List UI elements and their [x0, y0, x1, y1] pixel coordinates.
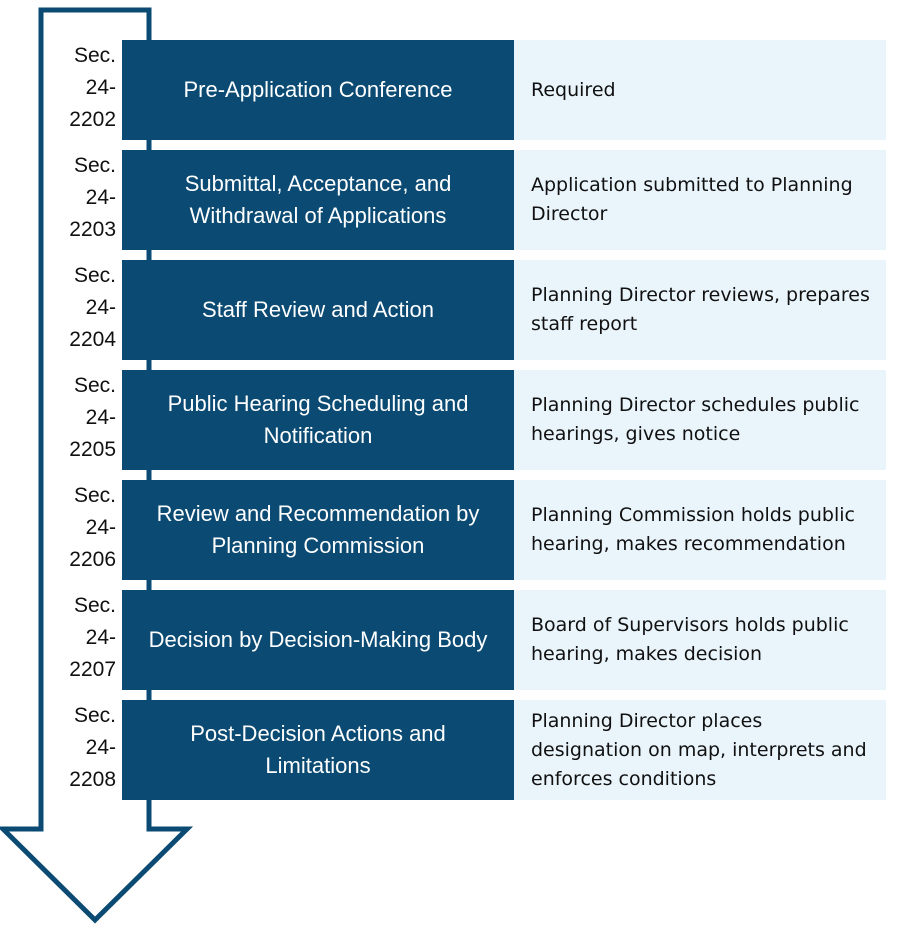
process-step: [60, 370, 886, 470]
step-title: Staff Review and Action: [122, 260, 514, 360]
section-number: Sec. 24- 2207: [60, 590, 122, 690]
process-step: [60, 590, 886, 690]
step-title: Submittal, Acceptance, and Withdrawal of Applications: [122, 150, 514, 250]
step-description: Planning Director schedules public hearings, gives notice: [514, 370, 886, 470]
step-description: Planning Commission holds public hearing, makes recommendation: [514, 480, 886, 580]
section-number: Sec. 24- 2204: [60, 260, 122, 360]
step-description: Board of Supervisors holds public hearing, makes decision: [514, 590, 886, 690]
section-number: Sec. 24- 2205: [60, 370, 122, 470]
step-title: Pre-Application Conference: [122, 40, 514, 140]
step-title: Decision by Decision-Making Body: [122, 590, 514, 690]
process-step: [60, 260, 886, 360]
step-description: Application submitted to Planning Director: [514, 150, 886, 250]
step-description: Planning Director reviews, prepares staff report: [514, 260, 886, 360]
process-step: [60, 480, 886, 580]
step-description: Required: [514, 40, 886, 140]
process-step: [60, 700, 886, 800]
section-number: Sec. 24- 2202: [60, 40, 122, 140]
section-number: Sec. 24- 2206: [60, 480, 122, 580]
process-step: [60, 40, 886, 140]
section-number: Sec. 24- 2208: [60, 700, 122, 800]
process-step: [60, 150, 886, 250]
step-title: Public Hearing Scheduling and Notification: [122, 370, 514, 470]
step-title: Review and Recommendation by Planning Commission: [122, 480, 514, 580]
step-title: Post-Decision Actions and Limitations: [122, 700, 514, 800]
step-description: Planning Director places designation on map, interprets and enforces conditions: [514, 700, 886, 800]
section-number: Sec. 24- 2203: [60, 150, 122, 250]
